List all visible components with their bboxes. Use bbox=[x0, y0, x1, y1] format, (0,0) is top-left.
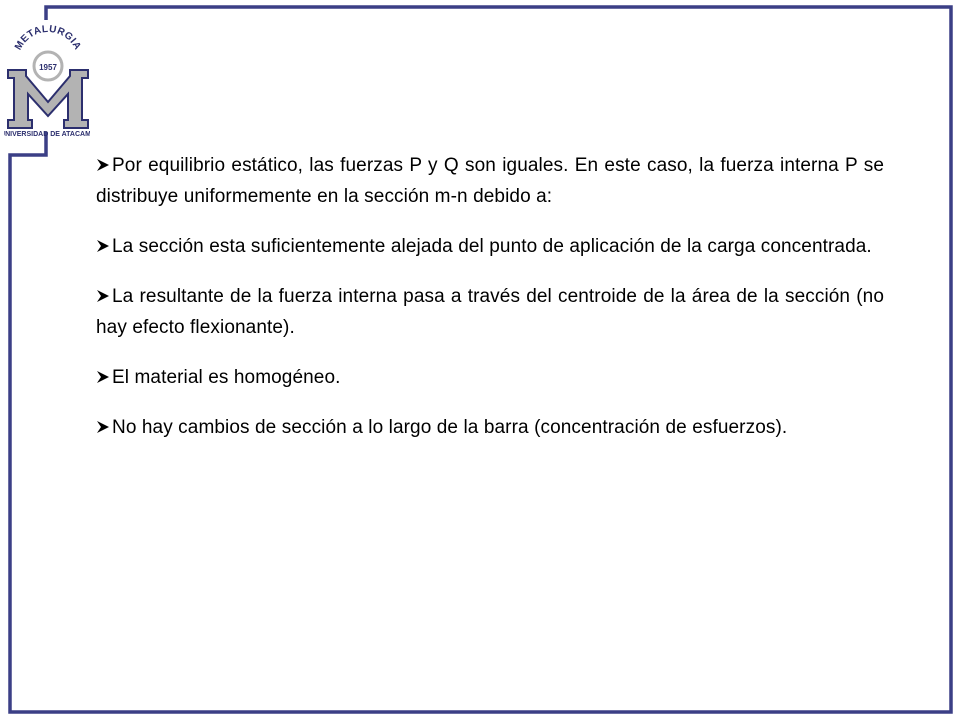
university-logo bbox=[4, 10, 90, 138]
bullet-text: La resultante de la fuerza interna pasa a través del centroide de la área de la sección (no hay efecto flexionante). bbox=[96, 286, 884, 338]
bullet-list bbox=[96, 150, 884, 462]
bullet-text: El material es homogéneo. bbox=[112, 367, 341, 388]
svg-text:METALURGIA bbox=[13, 24, 83, 52]
bullet-item bbox=[96, 412, 884, 443]
logo-arc-text: METALURGIA bbox=[13, 23, 83, 53]
bullet-item bbox=[96, 231, 884, 262]
bullet-item bbox=[96, 281, 884, 343]
logo-institution: UNIVERSIDAD DE ATACAM bbox=[4, 131, 90, 138]
arrow-bullet-icon bbox=[96, 281, 112, 312]
bullet-text: La sección esta suficientemente alejada del punto de aplicación de la carga concentrada. bbox=[112, 236, 872, 257]
arrow-bullet-icon bbox=[96, 231, 112, 262]
arrow-bullet-icon bbox=[96, 150, 112, 181]
bullet-text: No hay cambios de sección a lo largo de la barra (concentración de esfuerzos). bbox=[112, 417, 788, 438]
bullet-text: Por equilibrio estático, las fuerzas P y Q son iguales. En este caso, la fuerza interna P se distribuye uniformemente en la sección m-n debido a: bbox=[96, 155, 884, 207]
bullet-item bbox=[96, 150, 884, 212]
logo-year: 1957 bbox=[39, 63, 57, 72]
arrow-bullet-icon bbox=[96, 362, 112, 393]
arrow-bullet-icon bbox=[96, 412, 112, 443]
bullet-item bbox=[96, 362, 884, 393]
